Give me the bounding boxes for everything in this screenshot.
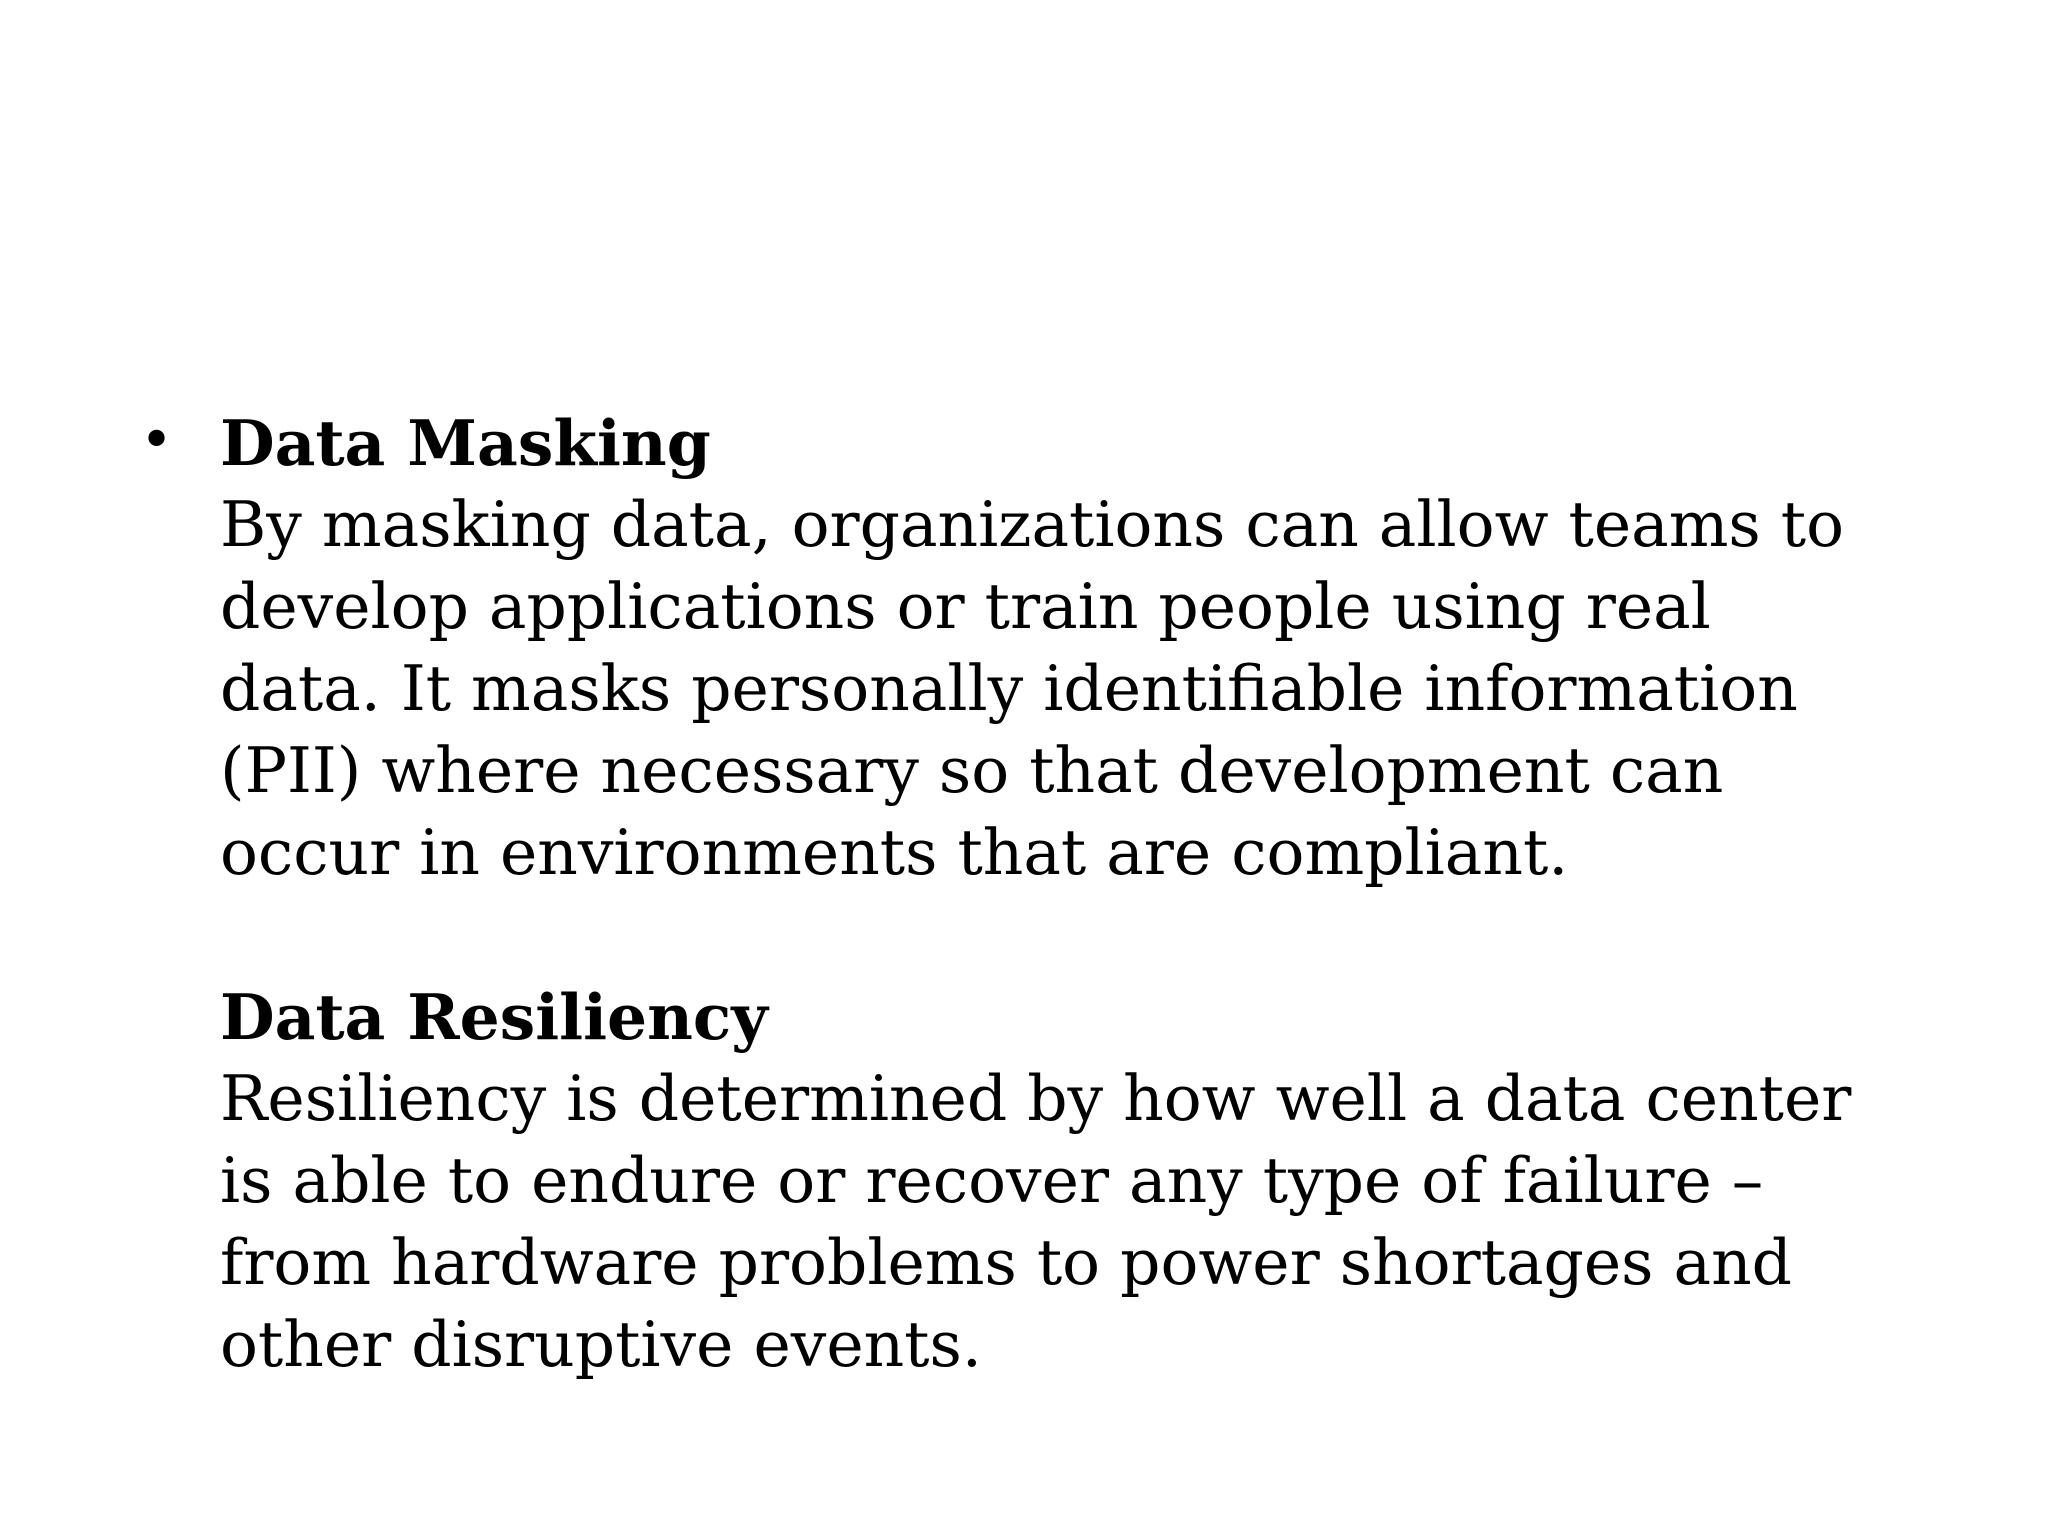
text-line: (PII) where necessary so that development can <box>220 734 1724 807</box>
slide-body <box>140 402 1960 1386</box>
text-line: other disruptive events. <box>220 1308 982 1381</box>
bullet-dot: • <box>140 408 174 473</box>
bullet-item <box>140 402 1960 1386</box>
text-line: By masking data, organizations can allow teams to <box>220 488 1845 561</box>
text-line: Resiliency is determined by how well a data center <box>220 1062 1852 1135</box>
section-heading-data-resiliency: Data Resiliency <box>220 980 768 1054</box>
section-heading-data-masking: Data Masking <box>220 406 711 480</box>
section-body-data-resiliency <box>220 1058 1960 1386</box>
section-body-data-masking <box>220 484 1960 894</box>
text-line: from hardware problems to power shortages and <box>220 1226 1792 1299</box>
text-line: occur in environments that are compliant. <box>220 816 1569 889</box>
paragraph-spacer <box>220 894 1960 976</box>
text-line: is able to endure or recover any type of failure – <box>220 1144 1764 1217</box>
text-line: data. It masks personally identifiable information <box>220 652 1798 725</box>
text-line: develop applications or train people using real <box>220 570 1711 643</box>
